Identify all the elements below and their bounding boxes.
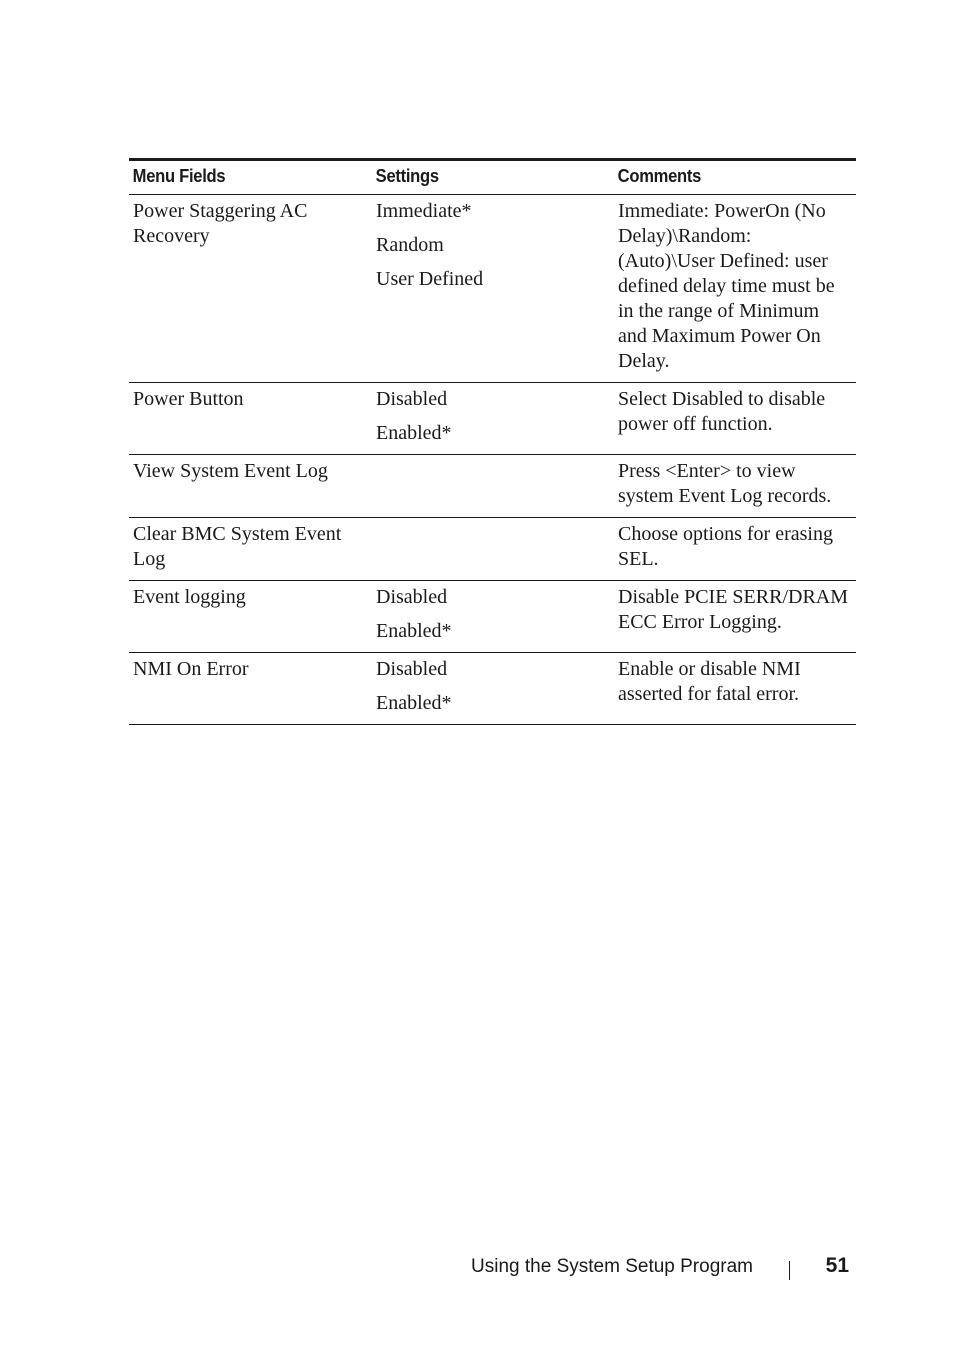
settings-cell (372, 195, 614, 383)
table-header-row (129, 160, 856, 195)
settings-table-container (129, 158, 856, 725)
header-settings: Settings (375, 166, 439, 186)
settings-cell (372, 383, 614, 455)
menu-field-cell: Power Staggering AC Recovery (133, 200, 308, 247)
settings-cell (372, 581, 614, 653)
footer-separator (789, 1261, 790, 1280)
comment-cell: Enable or disable NMI asserted for fatal error. (618, 658, 801, 705)
setting-option: Enabled* (376, 422, 452, 444)
setting-option: Random (376, 234, 444, 256)
settings-cell (372, 455, 614, 518)
menu-field-cell: Event logging (133, 586, 246, 608)
setting-option: Enabled* (376, 620, 452, 642)
footer-section-title: Using the System Setup Program (471, 1256, 753, 1277)
comment-cell: Choose options for erasing SEL. (618, 523, 833, 570)
settings-table (129, 158, 856, 725)
settings-cell (372, 653, 614, 725)
setting-option: Disabled (376, 388, 448, 410)
menu-field-cell: Clear BMC System Event Log (133, 523, 342, 570)
setting-option: User Defined (376, 268, 484, 290)
setting-option: Immediate* (376, 200, 472, 222)
header-comments: Comments (617, 166, 702, 186)
table-row (129, 518, 856, 581)
table-row (129, 383, 856, 455)
menu-field-cell: View System Event Log (133, 460, 328, 482)
comment-cell: Select Disabled to disable power off function. (618, 388, 826, 435)
page-number: 51 (825, 1254, 849, 1277)
table-row (129, 455, 856, 518)
menu-field-cell: Power Button (133, 388, 244, 410)
page-footer (0, 1254, 954, 1284)
table-row (129, 653, 856, 725)
setting-option: Disabled (376, 586, 448, 608)
table-row (129, 195, 856, 383)
table-row (129, 581, 856, 653)
settings-cell (372, 518, 614, 581)
header-menu-fields: Menu Fields (132, 166, 226, 186)
menu-field-cell: NMI On Error (133, 658, 249, 680)
setting-option: Disabled (376, 658, 448, 680)
comment-cell: Disable PCIE SERR/DRAM ECC Error Logging. (618, 586, 849, 633)
comment-cell: Immediate: PowerOn (No Delay)\Random: (Auto)\User Defined: user defined delay time must be in the range of Minimum and Maximum Power On Delay. (618, 200, 835, 372)
setting-option: Enabled* (376, 692, 452, 714)
comment-cell: Press <Enter> to view system Event Log records. (618, 460, 832, 507)
